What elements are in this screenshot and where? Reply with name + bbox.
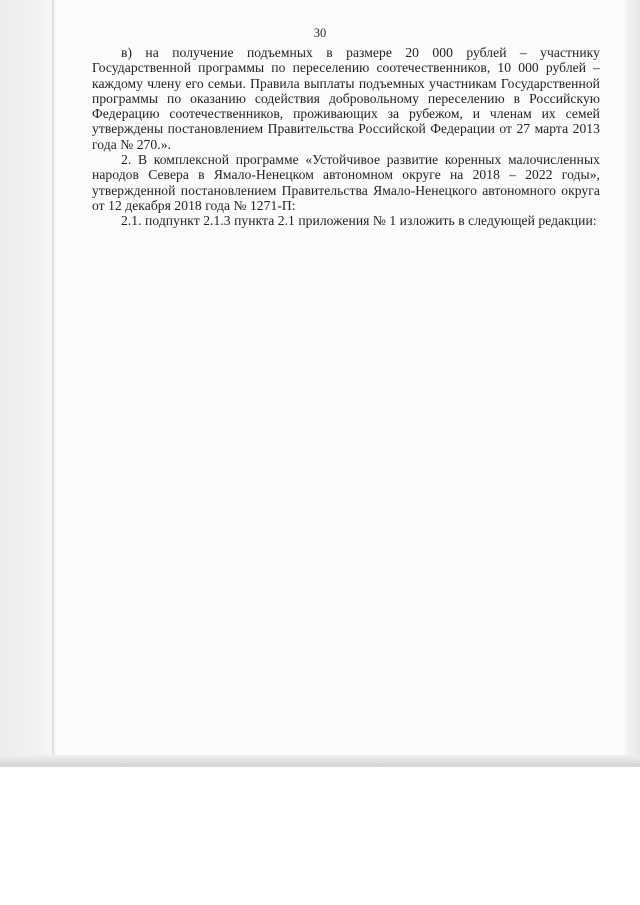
- scan-left-margin-strip: [0, 0, 52, 767]
- scan-bottom-edge: [0, 755, 640, 767]
- document-body: [92, 45, 600, 229]
- paragraph-subpoint-2-1: 2.1. подпункт 2.1.3 пункта 2.1 приложения № 1 изложить в следующей редакции:: [121, 213, 597, 229]
- paragraph-complex-program: 2. В комплексной программе «Устойчивое развитие коренных малочисленных народов Севера в Ямало-Ненецком автономном округе на 2018 – 2022 годы», утвержденной постановлением Правительства Ямало-Ненецкого автономного округа от 12 декабря 2018 года № 1271-П:: [92, 152, 600, 213]
- scan-fold-line: [52, 0, 54, 767]
- scan-right-edge: [626, 0, 640, 767]
- page-number: 30: [313, 26, 327, 40]
- paragraph-lifting-allowance: в) на получение подъемных в размере 20 000 рублей – участнику Государственной программы по переселению соотечественников, 10 000 рублей – каждому члену его семьи. Правила выплаты подъемных участникам Государственной программы по оказанию содействия добровольному переселению в Российскую Федерацию соотечественников, проживающих за рубежом, и членам их семей утверждены постановлением Правительства Российской Федерации от 27 марта 2013 года № 270.».: [92, 45, 600, 152]
